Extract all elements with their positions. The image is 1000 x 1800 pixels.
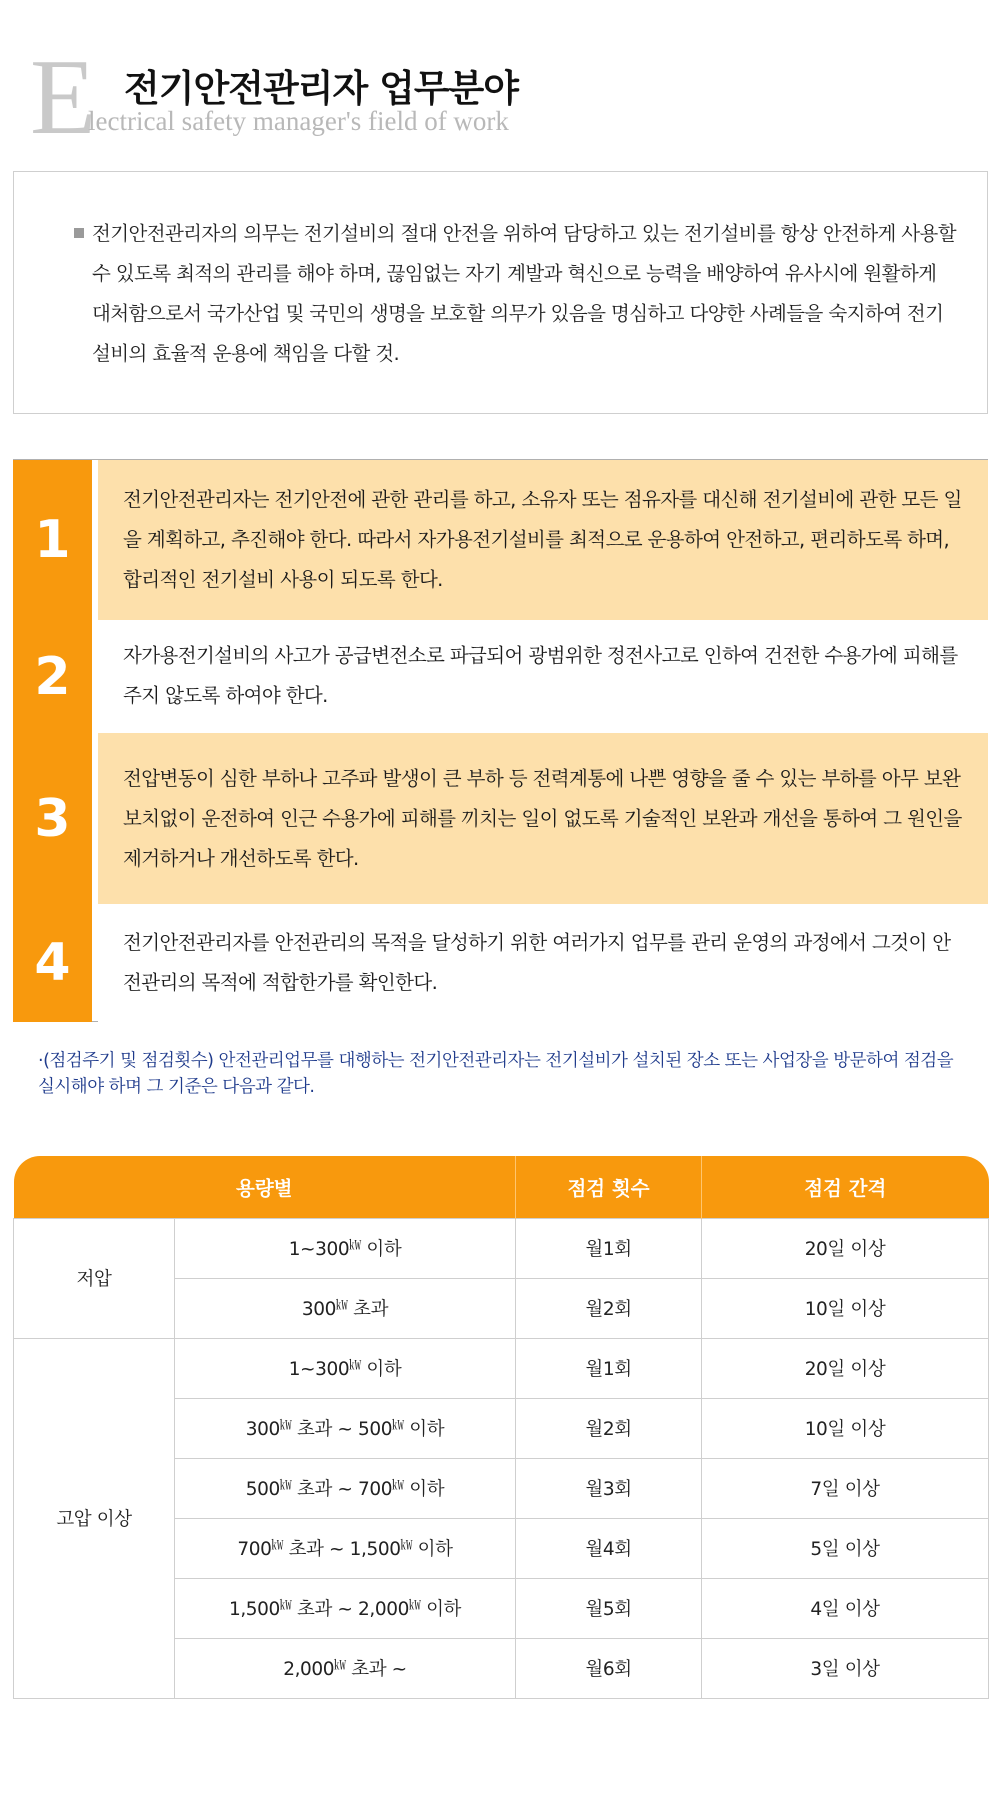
capacity-range: 1~300㎾ 이하 (175, 1218, 516, 1278)
duty-number: 2 (13, 620, 92, 733)
duty-number: 3 (13, 733, 92, 904)
inspection-count: 월1회 (516, 1338, 702, 1398)
duty-text: 자가용전기설비의 사고가 공급변전소로 파급되어 광범위한 정전사고로 인하여 건전한 수용가에 피해를 주지 않도록 하여야 한다. (123, 644, 958, 707)
page-subtitle: lectrical safety manager's field of work (88, 106, 509, 136)
duty-item (13, 733, 988, 904)
page-header (30, 38, 730, 157)
voltage-group-label: 저압 (14, 1218, 175, 1338)
inspection-interval: 10일 이상 (702, 1398, 989, 1458)
inspection-interval: 7일 이상 (702, 1458, 989, 1518)
intro-text: 전기안전관리자의 의무는 전기설비의 절대 안전을 위하여 담당하고 있는 전기설비를 항상 안전하게 사용할 수 있도록 최적의 관리를 해야 하며, 끊임없는 자기 계발과 혁신으로 능력을 배양하여 유사시에 원활하게 대처함으로서 국가산업 및 국민의 생명을 보호할 의무가 있음을 명심하고 다양한 사례들을 숙지하여 전기설비의 효율적 운용에 책임을 다할 것. (92, 222, 957, 365)
duty-body (98, 460, 988, 620)
column-header-capacity: 용량별 (14, 1156, 516, 1218)
duty-body (98, 620, 988, 733)
duty-item (13, 620, 988, 733)
inspection-interval: 20일 이상 (702, 1338, 989, 1398)
duty-text: 전기안전관리자는 전기안전에 관한 관리를 하고, 소유자 또는 점유자를 대신해 전기설비에 관한 모든 일을 계획하고, 추진해야 한다. 따라서 자가용전기설비를 최적으로 운용하여 안전하고, 편리하도록 하며, 합리적인 전기설비 사용이 되도록 한다. (123, 488, 962, 591)
duty-body (98, 904, 988, 1022)
duty-item (13, 904, 988, 1022)
big-initial-letter: E (30, 38, 96, 157)
capacity-range: 300㎾ 초과 ~ 500㎾ 이하 (175, 1398, 516, 1458)
inspection-count: 월3회 (516, 1458, 702, 1518)
table-header-row (14, 1156, 989, 1218)
column-header-count: 점검 횟수 (516, 1156, 702, 1218)
inspection-interval: 10일 이상 (702, 1278, 989, 1338)
intro-box (13, 171, 988, 414)
voltage-group-label: 고압 이상 (14, 1338, 175, 1698)
inspection-note: ·(점검주기 및 점검횟수) 안전관리업무를 대행하는 전기안전관리자는 전기설비가 설치된 장소 또는 사업장을 방문하여 점검을 실시해야 하며 그 기준은 다음과 같다. (38, 1051, 954, 1097)
inspection-count: 월2회 (516, 1278, 702, 1338)
capacity-range: 1,500㎾ 초과 ~ 2,000㎾ 이하 (175, 1578, 516, 1638)
duty-item (13, 460, 988, 620)
inspection-count: 월2회 (516, 1398, 702, 1458)
duty-number: 1 (13, 460, 92, 620)
capacity-range: 700㎾ 초과 ~ 1,500㎾ 이하 (175, 1518, 516, 1578)
inspection-count: 월6회 (516, 1638, 702, 1698)
inspection-count: 월4회 (516, 1518, 702, 1578)
column-header-interval: 점검 간격 (702, 1156, 989, 1218)
inspection-table (13, 1156, 989, 1699)
capacity-range: 500㎾ 초과 ~ 700㎾ 이하 (175, 1458, 516, 1518)
inspection-interval: 20일 이상 (702, 1218, 989, 1278)
inspection-count: 월1회 (516, 1218, 702, 1278)
capacity-range: 1~300㎾ 이하 (175, 1338, 516, 1398)
inspection-interval: 4일 이상 (702, 1578, 989, 1638)
duty-body (98, 733, 988, 904)
duty-number: 4 (13, 904, 92, 1022)
capacity-range: 2,000㎾ 초과 ~ (175, 1638, 516, 1698)
page-title: 전기안전관리자 업무분야 (124, 67, 519, 110)
inspection-interval: 3일 이상 (702, 1638, 989, 1698)
duty-text: 전압변동이 심한 부하나 고주파 발생이 큰 부하 등 전력계통에 나쁜 영향을 줄 수 있는 부하를 아무 보완보치없이 운전하여 인근 수용가에 피해를 끼치는 일이 없도록 기술적인 보완과 개선을 통하여 그 원인을 제거하거나 개선하도록 한다. (123, 767, 962, 870)
duty-text: 전기안전관리자를 안전관리의 목적을 달성하기 위한 여러가지 업무를 관리 운영의 과정에서 그것이 안전관리의 목적에 적합한가를 확인한다. (123, 931, 951, 994)
duties-list (13, 459, 988, 1022)
table-row (14, 1218, 989, 1278)
inspection-count: 월5회 (516, 1578, 702, 1638)
inspection-interval: 5일 이상 (702, 1518, 989, 1578)
capacity-range: 300㎾ 초과 (175, 1278, 516, 1338)
table-row (14, 1338, 989, 1398)
square-bullet-icon (74, 228, 84, 238)
